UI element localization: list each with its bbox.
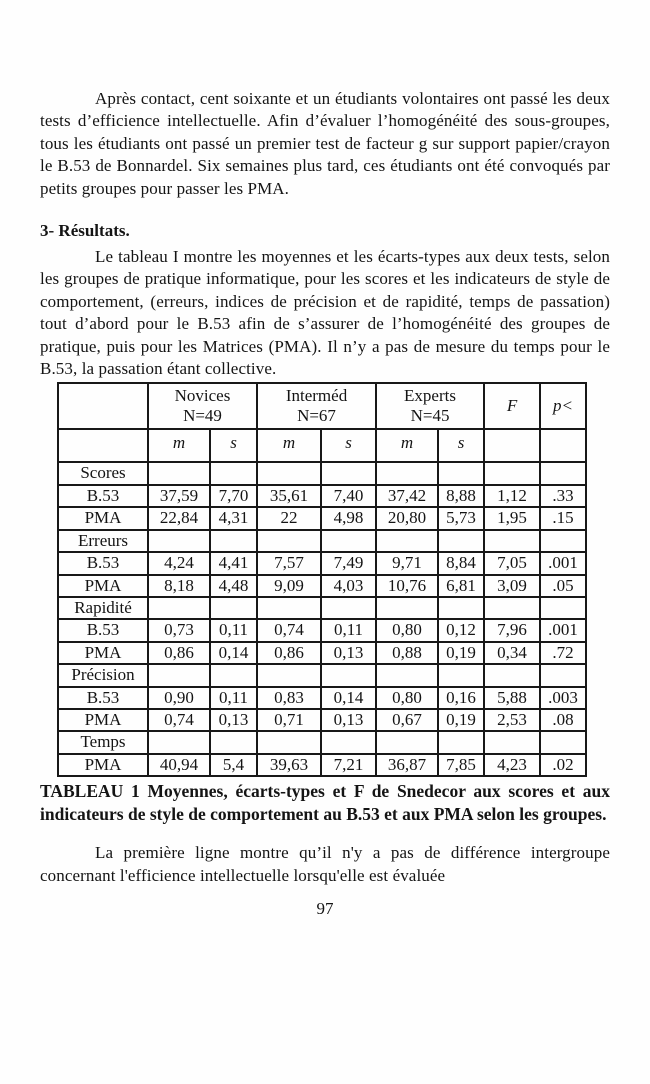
intro-paragraph: Après contact, cent soixante et un étudiants volontaires ont passé les deux tests d’efficience intellectuelle. Afin d’évaluer l’homogénéité des sous-groupes, tous les étudiants ont passé un premier test de facteur g sur support papier/crayon le B.53 de Bonnardel. Six semaines plus tard, ces étudiants ont été convoqués par petits groupes pour passer les PMA. bbox=[40, 89, 610, 198]
value-cell: 0,14 bbox=[210, 642, 257, 664]
group-label: Experts bbox=[404, 386, 456, 406]
value-cell bbox=[257, 664, 321, 686]
value-cell bbox=[438, 530, 484, 552]
value-cell: 0,34 bbox=[484, 642, 540, 664]
value-cell bbox=[148, 530, 210, 552]
row-label-cell: B.53 bbox=[58, 619, 148, 641]
value-cell: 0,14 bbox=[321, 687, 376, 709]
value-cell: 2,53 bbox=[484, 709, 540, 731]
group-n: N=67 bbox=[297, 406, 336, 426]
value-cell: 0,88 bbox=[376, 642, 438, 664]
group-label: Interméd bbox=[285, 386, 348, 406]
row-label-cell: PMA bbox=[58, 709, 148, 731]
value-cell bbox=[210, 664, 257, 686]
stat-header-s: s bbox=[210, 429, 257, 462]
value-cell: .15 bbox=[540, 507, 586, 529]
value-cell: 0,11 bbox=[321, 619, 376, 641]
row-label-cell: Erreurs bbox=[58, 530, 148, 552]
empty-cell bbox=[484, 429, 540, 462]
value-cell: 0,80 bbox=[376, 619, 438, 641]
value-cell: 35,61 bbox=[257, 485, 321, 507]
table-stat-header-row bbox=[58, 429, 586, 462]
value-cell: 0,11 bbox=[210, 687, 257, 709]
row-label-cell: B.53 bbox=[58, 552, 148, 574]
value-cell: .08 bbox=[540, 709, 586, 731]
value-cell bbox=[376, 530, 438, 552]
value-cell: 0,19 bbox=[438, 642, 484, 664]
value-cell bbox=[148, 462, 210, 484]
row-label-cell: Scores bbox=[58, 462, 148, 484]
value-cell: 7,49 bbox=[321, 552, 376, 574]
value-cell bbox=[210, 462, 257, 484]
value-cell: 0,83 bbox=[257, 687, 321, 709]
value-cell: 37,42 bbox=[376, 485, 438, 507]
stat-header-s: s bbox=[321, 429, 376, 462]
value-cell bbox=[321, 664, 376, 686]
value-cell bbox=[321, 597, 376, 619]
value-cell bbox=[376, 597, 438, 619]
data-row bbox=[58, 754, 586, 776]
value-cell: .001 bbox=[540, 552, 586, 574]
table-group-header-row bbox=[58, 383, 586, 429]
value-cell: 5,4 bbox=[210, 754, 257, 776]
value-cell: 4,41 bbox=[210, 552, 257, 574]
value-cell: 7,96 bbox=[484, 619, 540, 641]
stat-header-m: m bbox=[257, 429, 321, 462]
value-cell: 0,71 bbox=[257, 709, 321, 731]
value-cell: 0,73 bbox=[148, 619, 210, 641]
value-cell bbox=[484, 597, 540, 619]
value-cell: 0,16 bbox=[438, 687, 484, 709]
value-cell bbox=[540, 597, 586, 619]
stat-header-m: m bbox=[148, 429, 210, 462]
value-cell: 0,86 bbox=[148, 642, 210, 664]
row-label-cell: PMA bbox=[58, 507, 148, 529]
value-cell bbox=[484, 731, 540, 753]
value-cell bbox=[438, 597, 484, 619]
group-header-intermed bbox=[257, 383, 376, 429]
row-label-cell: PMA bbox=[58, 754, 148, 776]
data-row bbox=[58, 709, 586, 731]
row-label-cell: PMA bbox=[58, 575, 148, 597]
data-row bbox=[58, 507, 586, 529]
section-heading-results: 3- Résultats. bbox=[40, 221, 130, 241]
value-cell: 0,13 bbox=[210, 709, 257, 731]
value-cell bbox=[148, 664, 210, 686]
value-cell: 5,88 bbox=[484, 687, 540, 709]
value-cell bbox=[210, 731, 257, 753]
value-cell: 4,31 bbox=[210, 507, 257, 529]
value-cell bbox=[321, 462, 376, 484]
section-row bbox=[58, 597, 586, 619]
value-cell: 39,63 bbox=[257, 754, 321, 776]
value-cell bbox=[484, 462, 540, 484]
value-cell: 0,19 bbox=[438, 709, 484, 731]
value-cell: 3,09 bbox=[484, 575, 540, 597]
value-cell: 1,95 bbox=[484, 507, 540, 529]
results-table-body bbox=[58, 462, 586, 776]
data-row bbox=[58, 687, 586, 709]
data-row bbox=[58, 619, 586, 641]
value-cell: 7,05 bbox=[484, 552, 540, 574]
value-cell: 4,23 bbox=[484, 754, 540, 776]
value-cell bbox=[484, 664, 540, 686]
p-header-label: p< bbox=[553, 396, 573, 416]
value-cell: 5,73 bbox=[438, 507, 484, 529]
data-row bbox=[58, 552, 586, 574]
value-cell: .33 bbox=[540, 485, 586, 507]
group-header-novices bbox=[148, 383, 257, 429]
f-header-cell bbox=[484, 383, 540, 429]
row-label-cell: Rapidité bbox=[58, 597, 148, 619]
data-row bbox=[58, 575, 586, 597]
section-row bbox=[58, 530, 586, 552]
empty-cell bbox=[58, 429, 148, 462]
value-cell: .003 bbox=[540, 687, 586, 709]
row-label-cell: B.53 bbox=[58, 687, 148, 709]
value-cell: .001 bbox=[540, 619, 586, 641]
value-cell: 0,11 bbox=[210, 619, 257, 641]
p-header-cell bbox=[540, 383, 586, 429]
value-cell bbox=[148, 731, 210, 753]
stat-header-s: s bbox=[438, 429, 484, 462]
value-cell: 8,84 bbox=[438, 552, 484, 574]
value-cell: 4,98 bbox=[321, 507, 376, 529]
results-table bbox=[57, 382, 587, 777]
value-cell bbox=[257, 530, 321, 552]
value-cell: 0,13 bbox=[321, 642, 376, 664]
stat-header-m: m bbox=[376, 429, 438, 462]
page-number: 97 bbox=[316, 898, 334, 918]
value-cell bbox=[210, 530, 257, 552]
value-cell: 0,74 bbox=[148, 709, 210, 731]
empty-cell bbox=[540, 429, 586, 462]
value-cell: 22,84 bbox=[148, 507, 210, 529]
value-cell bbox=[438, 664, 484, 686]
group-header-experts bbox=[376, 383, 484, 429]
value-cell: 40,94 bbox=[148, 754, 210, 776]
section-row bbox=[58, 731, 586, 753]
value-cell: 7,57 bbox=[257, 552, 321, 574]
value-cell: 0,13 bbox=[321, 709, 376, 731]
value-cell bbox=[484, 530, 540, 552]
value-cell: 6,81 bbox=[438, 575, 484, 597]
value-cell bbox=[540, 462, 586, 484]
results-paragraph: Le tableau I montre les moyennes et les écarts-types aux deux tests, selon les groupes de pratique informatique, pour les scores et les indicateurs de style de comportement, (erreurs, indices de précision et de rapidité, temps de passation) tout d’abord pour le B.53 afin de s’assurer de l’homogénéité des groupes de pratique, puis pour les Matrices (PMA). Il n’y a pas de mesure du temps pour le B.53, la passation étant collective. bbox=[40, 247, 610, 379]
value-cell: 0,80 bbox=[376, 687, 438, 709]
closing-paragraph: La première ligne montre qu’il n'y a pas de différence intergroupe concernant l'efficience intellectuelle lorsqu'elle est évaluée bbox=[40, 843, 610, 885]
value-cell: 20,80 bbox=[376, 507, 438, 529]
value-cell bbox=[540, 530, 586, 552]
value-cell: 0,86 bbox=[257, 642, 321, 664]
row-label-cell: Précision bbox=[58, 664, 148, 686]
value-cell: 36,87 bbox=[376, 754, 438, 776]
value-cell: 22 bbox=[257, 507, 321, 529]
value-cell: 8,18 bbox=[148, 575, 210, 597]
value-cell: 7,70 bbox=[210, 485, 257, 507]
value-cell: 9,71 bbox=[376, 552, 438, 574]
value-cell: .05 bbox=[540, 575, 586, 597]
value-cell: 7,21 bbox=[321, 754, 376, 776]
value-cell bbox=[257, 597, 321, 619]
value-cell bbox=[321, 530, 376, 552]
value-cell: .02 bbox=[540, 754, 586, 776]
value-cell bbox=[257, 731, 321, 753]
value-cell bbox=[257, 462, 321, 484]
value-cell: 8,88 bbox=[438, 485, 484, 507]
value-cell: 7,40 bbox=[321, 485, 376, 507]
section-row bbox=[58, 664, 586, 686]
value-cell: 0,90 bbox=[148, 687, 210, 709]
group-n: N=45 bbox=[410, 406, 450, 426]
value-cell: 7,85 bbox=[438, 754, 484, 776]
value-cell bbox=[438, 731, 484, 753]
table-caption: TABLEAU 1 Moyennes, écarts-types et F de Snedecor aux scores et aux indicateurs de style de comportement au B.53 et aux PMA selon les groupes. bbox=[40, 781, 610, 824]
value-cell: 4,48 bbox=[210, 575, 257, 597]
value-cell bbox=[376, 664, 438, 686]
data-row bbox=[58, 485, 586, 507]
value-cell bbox=[321, 731, 376, 753]
value-cell: 37,59 bbox=[148, 485, 210, 507]
value-cell bbox=[376, 731, 438, 753]
group-n: N=49 bbox=[183, 406, 222, 426]
value-cell: 4,24 bbox=[148, 552, 210, 574]
value-cell bbox=[376, 462, 438, 484]
section-row bbox=[58, 462, 586, 484]
value-cell: 0,12 bbox=[438, 619, 484, 641]
value-cell: 0,74 bbox=[257, 619, 321, 641]
data-row bbox=[58, 642, 586, 664]
f-header-label: F bbox=[506, 396, 518, 416]
value-cell bbox=[210, 597, 257, 619]
value-cell: 10,76 bbox=[376, 575, 438, 597]
value-cell bbox=[540, 731, 586, 753]
row-label-cell: B.53 bbox=[58, 485, 148, 507]
value-cell bbox=[438, 462, 484, 484]
value-cell: .72 bbox=[540, 642, 586, 664]
group-label: Novices bbox=[174, 386, 231, 406]
value-cell: 4,03 bbox=[321, 575, 376, 597]
value-cell: 1,12 bbox=[484, 485, 540, 507]
value-cell bbox=[540, 664, 586, 686]
row-label-cell: Temps bbox=[58, 731, 148, 753]
value-cell bbox=[148, 597, 210, 619]
corner-cell bbox=[58, 383, 148, 429]
value-cell: 9,09 bbox=[257, 575, 321, 597]
value-cell: 0,67 bbox=[376, 709, 438, 731]
row-label-cell: PMA bbox=[58, 642, 148, 664]
